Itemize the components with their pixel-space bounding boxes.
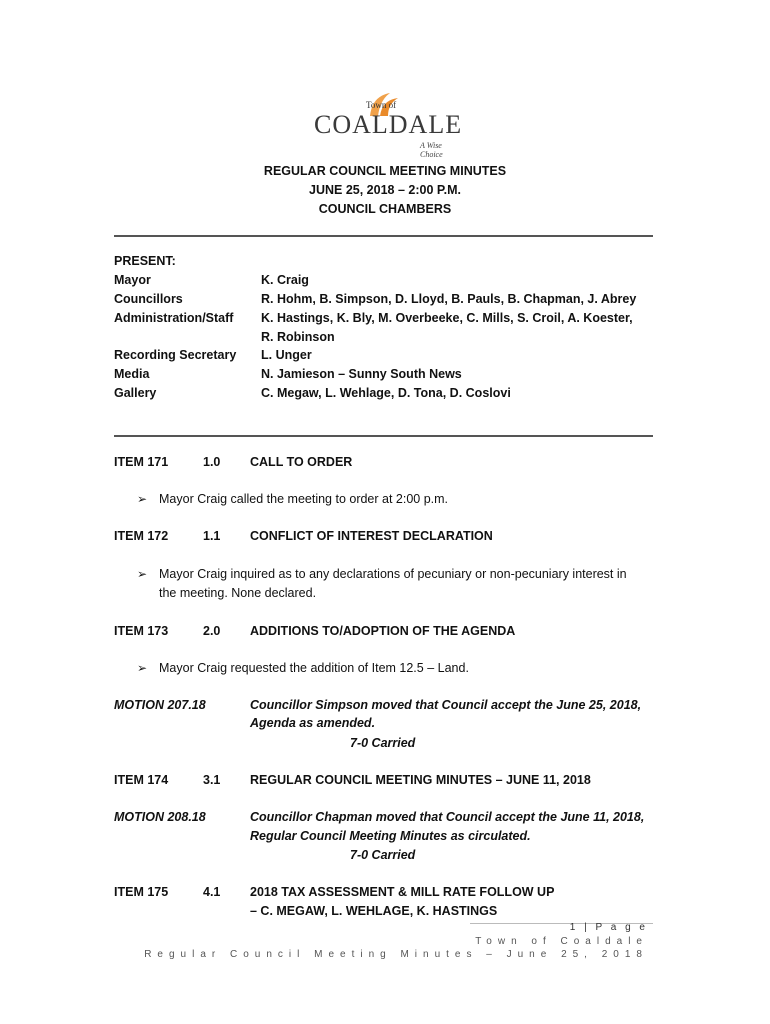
- item-title: 2018 TAX ASSESSMENT & MILL RATE FOLLOW UP: [250, 885, 555, 899]
- item-number: ITEM 175: [114, 885, 169, 899]
- item-number: ITEM 174: [114, 773, 169, 787]
- bullet-arrow-icon: ➢: [137, 661, 148, 675]
- motion-result: 7-0 Carried: [350, 848, 416, 862]
- item-title: CONFLICT OF INTEREST DECLARATION: [250, 529, 493, 543]
- present-role: Councillors: [114, 292, 183, 306]
- present-role: Gallery: [114, 386, 157, 400]
- present-role: Administration/Staff: [114, 311, 234, 325]
- item-section: 4.1: [203, 885, 221, 899]
- item-bullet-text: Mayor Craig inquired as to any declarations of pecuniary or non-pecuniary interest in: [159, 567, 627, 581]
- present-names: R. Hohm, B. Simpson, D. Lloyd, B. Pauls, B. Chapman, J. Abrey: [261, 292, 637, 306]
- logo-name: COALDALE: [314, 110, 463, 139]
- motion-label: MOTION 208.18: [114, 810, 206, 824]
- logo-town-of: Town of: [366, 100, 397, 110]
- motion-text: Regular Council Meeting Minutes as circulated.: [250, 829, 531, 843]
- item-section: 3.1: [203, 773, 221, 787]
- item-title: REGULAR COUNCIL MEETING MINUTES – JUNE 11, 2018: [250, 773, 591, 787]
- present-role: Media: [114, 367, 150, 381]
- item-bullet-text: Mayor Craig called the meeting to order at 2:00 p.m.: [159, 492, 449, 506]
- item-number: ITEM 171: [114, 455, 169, 469]
- item-section: 1.0: [203, 455, 221, 469]
- present-role: Recording Secretary: [114, 348, 237, 362]
- present-names: K. Hastings, K. Bly, M. Overbeeke, C. Mills, S. Croil, A. Koester,: [261, 311, 633, 325]
- document-location: COUNCIL CHAMBERS: [318, 202, 452, 216]
- item-title: CALL TO ORDER: [250, 455, 353, 469]
- motion-text: Councillor Simpson moved that Council accept the June 25, 2018,: [250, 698, 642, 712]
- item-section: 2.0: [203, 624, 221, 638]
- document-title: REGULAR COUNCIL MEETING MINUTES: [263, 164, 507, 178]
- item-bullet-text: Mayor Craig requested the addition of Item 12.5 – Land.: [159, 661, 469, 675]
- item-title: – C. MEGAW, L. WEHLAGE, K. HASTINGS: [250, 904, 498, 918]
- item-number: ITEM 172: [114, 529, 169, 543]
- divider: [114, 435, 653, 437]
- present-role: Mayor: [114, 273, 151, 287]
- present-names: K. Craig: [261, 273, 309, 287]
- page-number: 1 | P a g e: [569, 922, 648, 933]
- footer-org: Town of Coaldale: [475, 936, 648, 947]
- motion-text: Councillor Chapman moved that Council accept the June 11, 2018,: [250, 810, 645, 824]
- present-names: R. Robinson: [261, 330, 335, 344]
- bullet-arrow-icon: ➢: [137, 567, 148, 581]
- motion-result: 7-0 Carried: [350, 736, 416, 750]
- document-date: JUNE 25, 2018 – 2:00 P.M.: [309, 183, 461, 197]
- present-heading: PRESENT:: [114, 254, 176, 268]
- item-section: 1.1: [203, 529, 221, 543]
- motion-label: MOTION 207.18: [114, 698, 206, 712]
- divider: [114, 235, 653, 237]
- item-bullet-text: the meeting. None declared.: [159, 586, 317, 600]
- footer-doc-title: Regular Council Meeting Minutes – June 25, 2018: [144, 949, 648, 960]
- logo-tagline: A Wise Choice: [420, 141, 443, 159]
- present-names: L. Unger: [261, 348, 312, 362]
- motion-text: Agenda as amended.: [250, 716, 376, 730]
- item-title: ADDITIONS TO/ADOPTION OF THE AGENDA: [250, 624, 516, 638]
- item-number: ITEM 173: [114, 624, 169, 638]
- present-names: C. Megaw, L. Wehlage, D. Tona, D. Coslovi: [261, 386, 511, 400]
- town-logo: [312, 90, 463, 159]
- present-names: N. Jamieson – Sunny South News: [261, 367, 462, 381]
- bullet-arrow-icon: ➢: [137, 492, 148, 506]
